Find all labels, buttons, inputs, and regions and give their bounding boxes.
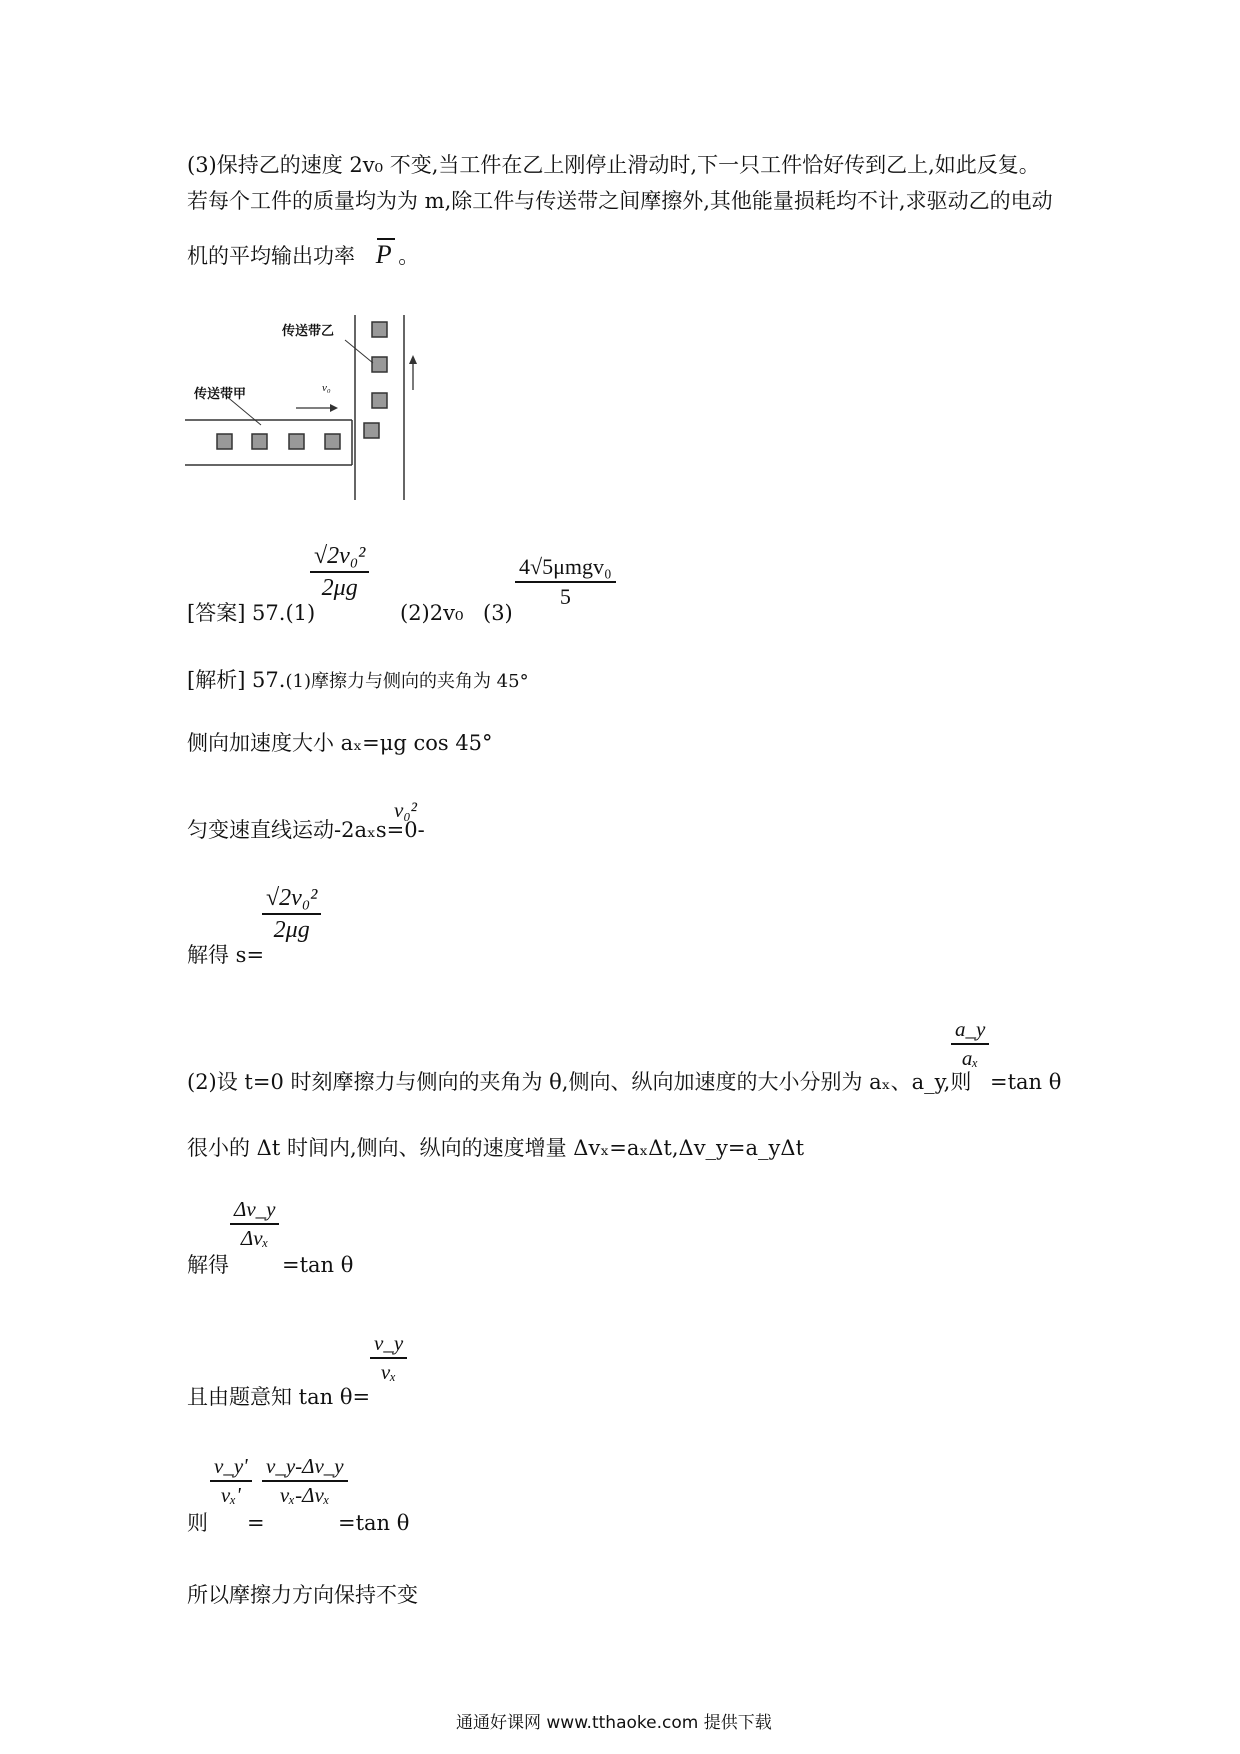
analysis-header [187,665,529,697]
given-prefix: 且由题意知 tan θ= [187,1385,371,1409]
workpiece [252,434,267,449]
fraction-bar [262,1480,348,1482]
fraction-bar [951,1043,989,1045]
motion-equation-term: v₀² [394,798,417,822]
solve-2-numerator: Δv_y [234,1197,276,1221]
then-fraction-2 [262,1455,348,1507]
fraction-bar [310,571,369,573]
then-denominator-2: vₓ-Δvₓ [279,1482,330,1507]
then-numerator-2: v_y-Δv_y [266,1454,344,1478]
given-fraction [370,1332,407,1384]
answer-3-fraction [515,555,616,609]
workpiece [289,434,304,449]
answer-1-fraction [310,543,369,601]
power-symbol [376,240,392,270]
up-arrow-head [409,355,417,364]
question-line-3-end: 。 [398,244,420,268]
workpiece [325,434,340,449]
fraction-bar [262,913,321,915]
answer-3-denominator: 5 [559,583,571,609]
question-line-3 [187,240,419,271]
solve-2-denominator: Δvₓ [240,1225,269,1250]
part-2-denominator: aₓ [961,1045,979,1070]
label-belt-yi: 传送带乙 [282,324,335,339]
label-v0: v₀ [322,382,331,394]
solve-2-end: =tan θ [282,1253,354,1277]
solve-s-denominator: 2μg [273,916,310,943]
then-numerator-1: v_y' [214,1454,248,1478]
workpiece [372,357,387,372]
answer-3-prefix: (3) [483,601,513,625]
question-line-2: 若每个工件的质量均为为 m,除工件与传送带之间摩擦外,其他能量损耗均不计,求驱动乙的电动 [187,189,1053,213]
then-denominator-1: vₓ' [220,1482,241,1507]
answer-1-denominator: 2μg [321,574,358,601]
part-2-end: =tan θ [990,1070,1062,1094]
label-belt-jia: 传送带甲 [194,387,247,402]
answer-1-numerator: √2v₀² [314,543,366,569]
label-yi-leader [345,340,373,363]
solve-s-numerator: √2v₀² [266,885,318,911]
fraction-bar [210,1480,252,1482]
given-denominator: vₓ [380,1359,397,1384]
question-line-3-text: 机的平均输出功率 [187,244,355,268]
conclusion-line: 所以摩擦力方向保持不变 [187,1583,418,1607]
fraction-bar [515,581,616,583]
part-2-line: (2)设 t=0 时刻摩擦力与侧向的夹角为 θ,侧向、纵向加速度的大小分别为 aₓ、a_y,则 [187,1070,972,1094]
then-equals: = [247,1511,265,1535]
part-2-numerator: a_y [955,1017,986,1041]
page-footer: 通通好课网 www.tthaoke.com 提供下载 [456,1713,772,1733]
solve-2-fraction [230,1198,279,1250]
lateral-acceleration-line: 侧向加速度大小 aₓ=μg cos 45° [187,731,493,755]
solve-s-prefix: 解得 s= [187,943,265,967]
answer-prefix: [答案] 57.(1) [187,601,316,625]
fraction-bar [230,1223,279,1225]
solve-2-prefix: 解得 [187,1253,229,1277]
conveyor-figure [185,310,425,505]
answer-3-numerator: 4√5μmgv₀ [519,554,612,579]
workpiece [372,322,387,337]
then-fraction-1 [210,1455,252,1507]
given-numerator: v_y [374,1331,404,1355]
overbar [377,238,395,240]
then-prefix: 则 [187,1511,208,1535]
analysis-prefix: [解析] 57. [187,668,286,692]
analysis-part-1: (1)摩擦力与侧向的夹角为 45° [285,671,529,692]
fraction-bar [370,1357,407,1359]
delta-velocity-line: 很小的 Δt 时间内,侧向、纵向的速度增量 Δvₓ=aₓΔt,Δv_y=a_yΔt [187,1136,805,1160]
answer-2: (2)2v₀ [400,601,464,625]
workpiece [217,434,232,449]
v0-arrow-head [330,404,338,412]
power-symbol-letter: P [375,240,392,269]
question-line-1: (3)保持乙的速度 2v₀ 不变,当工件在乙上刚停止滑动时,下一只工件恰好传到乙上,如此反复。 [187,153,1040,177]
solve-s-fraction [262,885,321,943]
then-end: =tan θ [338,1511,410,1535]
workpiece [364,423,379,438]
motion-equation-line: 匀变速直线运动-2aₓs=0- [187,818,425,842]
workpiece [372,393,387,408]
part-2-fraction [951,1018,989,1070]
